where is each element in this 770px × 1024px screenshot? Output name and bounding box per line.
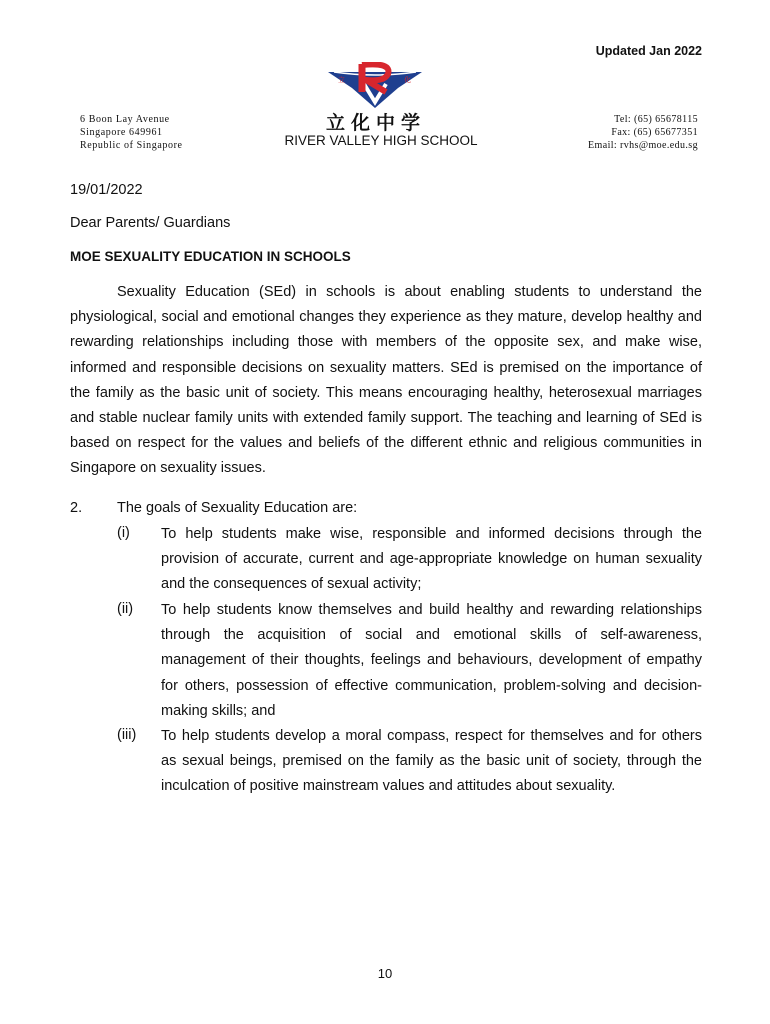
salutation: Dear Parents/ Guardians bbox=[70, 215, 231, 231]
section-number: 2. bbox=[70, 500, 83, 516]
contact-tel: Tel: (65) 65678115 bbox=[614, 114, 698, 125]
letter-subject: MOE SEXUALITY EDUCATION IN SCHOOLS bbox=[70, 249, 351, 264]
contact-email: Email: rvhs@moe.edu.sg bbox=[588, 140, 698, 151]
school-chinese-name bbox=[314, 111, 438, 133]
goals-intro: The goals of Sexuality Education are: bbox=[117, 500, 358, 516]
school-crest-icon bbox=[326, 62, 424, 110]
svg-text:立: 立 bbox=[338, 76, 345, 84]
goal-text: To help students develop a moral compass, respect for themselves and for others as sexual beings, premised on the family as the basic unit of society, through the inculcation of positive mainstream values and attitudes about sexuality. bbox=[161, 728, 702, 795]
updated-date: Updated Jan 2022 bbox=[595, 44, 702, 58]
address-line: Singapore 649961 bbox=[80, 127, 163, 138]
goal-label: (ii) bbox=[117, 601, 134, 617]
goal-text: To help students know themselves and build healthy and rewarding relationships through the acquisition of social and emotional skills of self-awareness, management of their thoughts, feelings and behaviours, development of empathy for others, possession of effective communication, problem-solving and decision-making skills; and bbox=[161, 602, 702, 719]
address-line: Republic of Singapore bbox=[80, 140, 183, 151]
goal-label: (iii) bbox=[117, 727, 137, 743]
letter-date: 19/01/2022 bbox=[70, 182, 143, 198]
paragraph-1: Sexuality Education (SEd) in schools is about enabling students to understand the physiological, social and emotional changes they experience as they mature, develop healthy and rewarding relationships including those with members of the opposite sex, and make wise, informed and responsible decisions on sexuality matters. SEd is premised on the importance of the family as the basic unit of society. This means encouraging healthy, heterosexual marriages and stable nuclear family units with extended family support. The teaching and learning of SEd is based on respect for the values and beliefs of the different ethnic and religious communities in Singapore on sexuality issues. bbox=[70, 284, 702, 477]
school-contact bbox=[588, 113, 698, 152]
goal-label: (i) bbox=[117, 525, 130, 541]
address-line: 6 Boon Lay Avenue bbox=[80, 114, 170, 125]
page-number: 10 bbox=[377, 966, 393, 981]
school-name: RIVER VALLEY HIGH SCHOOL bbox=[284, 133, 478, 148]
contact-fax: Fax: (65) 65677351 bbox=[611, 127, 698, 138]
school-address bbox=[80, 113, 183, 152]
goal-text: To help students make wise, responsible and informed decisions through the provision of accurate, current and age-appropriate knowledge on human sexuality and the consequences of sexual activity; bbox=[161, 526, 702, 593]
school-chinese-name-text: 立化中学 bbox=[325, 112, 427, 133]
svg-text:化: 化 bbox=[404, 76, 411, 84]
